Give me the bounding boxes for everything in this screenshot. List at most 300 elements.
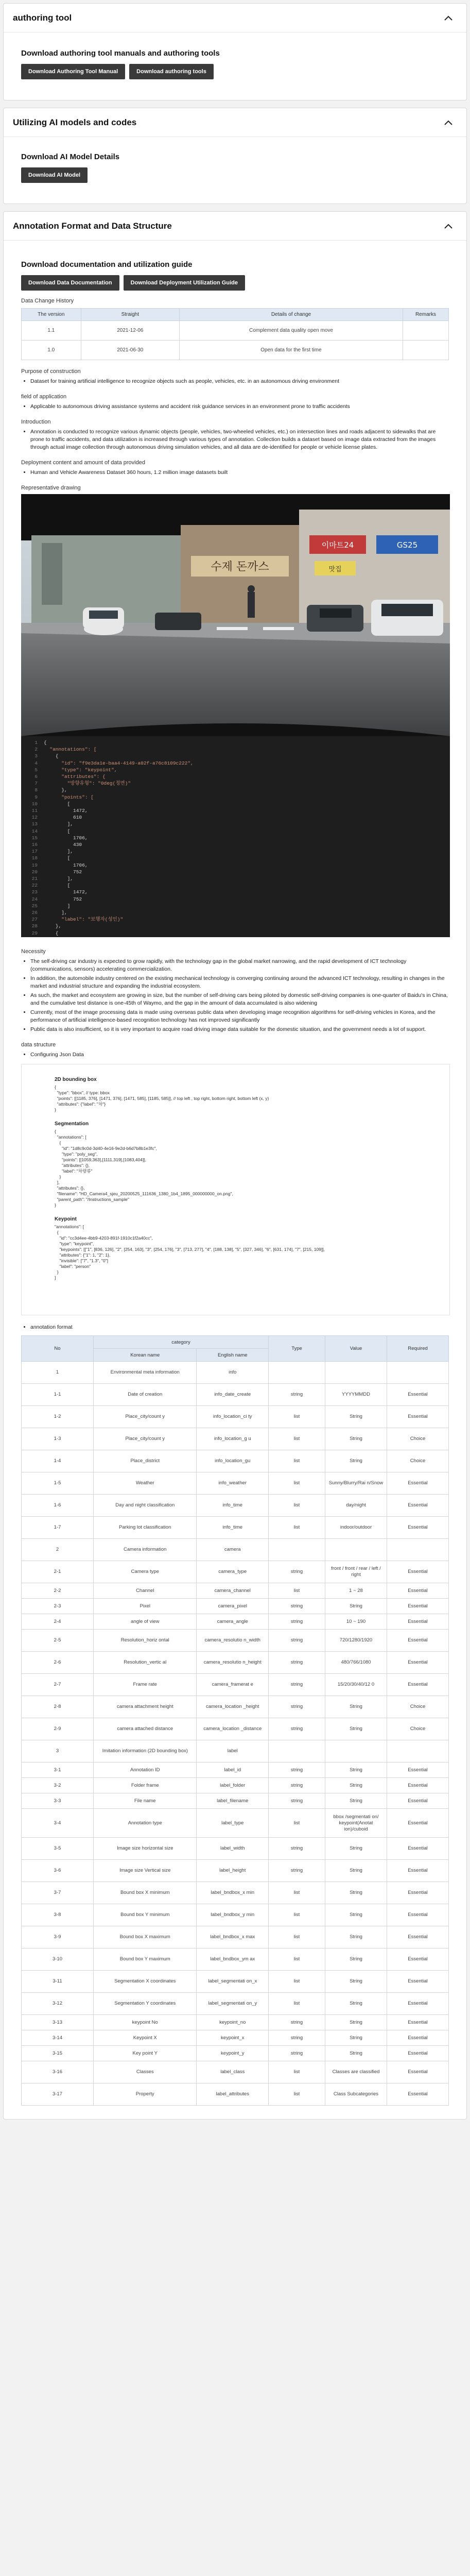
ann-cell: 1-2 [22,1406,94,1428]
code-text: 1472, [44,889,88,895]
ann-cell: label_id [197,1762,269,1778]
ann-cell: 10 ~ 190 [325,1614,387,1630]
list-item: • The self-driving car industry is expected to grow rapidly, with the technology gap in the global market narrowing, and the rapid development of ICT technology (communications, sensors) accelerating commercialization. [30,958,449,973]
download-data-documentation-button[interactable]: Download Data Documentation [21,275,119,291]
ann-cell: 3-6 [22,1860,94,1882]
table-row [22,1860,449,1882]
chevron-up-icon[interactable] [442,11,455,25]
ann-col-type: Type [269,1336,325,1362]
ann-cell: label_width [197,1838,269,1860]
ann-cell: label_folder [197,1778,269,1793]
table-row [22,1740,449,1762]
code-text: 752 [44,896,82,902]
list-item: • In addition, the automobile industry centered on the existing mechanical technology is converging continuing around the advanced ICT technology, resulting in changes in the market and industrial structure and expanding the industrial ecosystem. [30,975,449,990]
ann-cell: Essential [387,2046,449,2061]
authoring-tool-title: authoring tool [13,12,72,23]
ann-cell: Essential [387,1993,449,2015]
ann-cell: Image size horizontal size [94,1838,197,1860]
ann-cell: 3-14 [22,2030,94,2046]
line-number: 4 [34,760,38,766]
sample-line: "type": "poly_seg", [55,1151,98,1157]
sample-line: } [55,1202,56,1208]
shop-sign-text: 수제 돈까스 [211,561,269,573]
code-line [21,923,450,929]
ann-cell [269,1362,325,1384]
line-number: 27 [31,917,38,923]
ann-cell: String [325,1993,387,2015]
code-text: [ [44,855,71,861]
ann-cell: Essential [387,2030,449,2046]
sample-line: "attributes": {"1": 1, "2": 1}, [55,1252,111,1258]
sample-line: { [55,1129,56,1134]
annotation-card [3,211,467,2120]
code-line [21,916,450,923]
ann-cell: Choice [387,1718,449,1740]
ann-cell: Essential [387,1904,449,1926]
code-text: 752 [44,869,82,875]
ann-cell: list [269,1450,325,1472]
ann-cell: Essential [387,1793,449,1809]
ann-cell: Folder frame [94,1778,197,1793]
sample-line: ] [55,1275,56,1280]
ann-cell: list [269,1904,325,1926]
ann-cell [387,1362,449,1384]
history-col-remarks: Remarks [403,309,448,321]
table-row [22,1384,449,1406]
line-number: 26 [31,910,38,916]
sample-line: "attributes": {}, [55,1185,85,1191]
necessity-label: Necessity [21,948,46,955]
line-number: 6 [34,774,38,780]
ann-cell: list [269,1583,325,1599]
code-text: "annotations": [ [44,747,97,753]
ann-cell: camera attached distance [94,1718,197,1740]
code-text: "label": "보행자(성인)" [44,917,124,923]
ann-cell: 2-4 [22,1614,94,1630]
sample-line: "filename": "HD_Camera4_sjeu_20200525_111636_1380_1b4_1895_000000000_on.png", [55,1191,233,1196]
ann-cell: 2 [22,1539,94,1561]
code-text: [ [44,828,71,834]
ann-cell: 3-16 [22,2061,94,2083]
sample-line: "label": "person" [55,1264,91,1269]
sample-line: } [55,1174,61,1179]
ann-cell: string [269,1696,325,1718]
history-col-details: Details of change [180,309,403,321]
ann-cell: 2-2 [22,1583,94,1599]
download-authoring-manual-button[interactable]: Download Authoring Tool Manual [21,64,125,79]
ann-cell: Essential [387,1614,449,1630]
chevron-up-icon[interactable] [442,219,455,233]
table-row [22,1614,449,1630]
ann-col-english: English name [197,1349,269,1362]
sample-line: "points": [[1059,363],[1111,319],[1083,404]], [55,1157,147,1162]
code-text: 1472, [44,808,88,814]
line-number: 12 [31,815,38,821]
code-text: 610 [44,815,82,821]
table-row [22,1993,449,2015]
intro-label: Introduction [21,419,51,425]
ann-cell: 3-7 [22,1882,94,1904]
ann-cell: string [269,1778,325,1793]
ann-cell: angle of view [94,1614,197,1630]
ann-cell: Segmentation X coordinates [94,1971,197,1993]
ann-cell: String [325,1971,387,1993]
ann-cell: Choice [387,1428,449,1450]
ann-cell: 2-3 [22,1599,94,1614]
line-number: 24 [31,896,38,902]
line-number: 21 [31,876,38,882]
authoring-tool-header[interactable] [4,4,466,32]
code-line [21,882,450,889]
ann-cell: 3-11 [22,1971,94,1993]
ann-cell: list [269,1495,325,1517]
ann-cell: Essential [387,1971,449,1993]
ann-cell: Classes [94,2061,197,2083]
ann-cell: Channel [94,1583,197,1599]
ann-cell: list [269,1993,325,2015]
ann-cell: 3-5 [22,1838,94,1860]
table-row [22,1718,449,1740]
line-number: 10 [31,801,38,807]
ai-models-header[interactable] [4,108,466,137]
line-number: 25 [31,903,38,909]
ann-cell [325,1362,387,1384]
ann-cell: string [269,1652,325,1674]
line-number: 3 [34,753,38,759]
code-text: { [44,930,59,936]
ann-cell: 2-8 [22,1696,94,1718]
ann-cell: string [269,1762,325,1778]
ann-cell: Resolution_vertic al [94,1652,197,1674]
ann-cell: Essential [387,1561,449,1583]
ann-cell: list [269,1809,325,1838]
ann-cell: list [269,1948,325,1971]
ann-cell: list [269,1428,325,1450]
ann-cell: String [325,2030,387,2046]
table-row [22,1630,449,1652]
code-line [21,930,450,937]
ann-cell: Essential [387,1472,449,1495]
table-row [22,1971,449,1993]
ann-cell: front / front / rear / left / right [325,1561,387,1583]
ann-cell: string [269,1793,325,1809]
ann-cell: 720/1280/1920 [325,1630,387,1652]
ann-cell: String [325,1450,387,1472]
ann-cell: Essential [387,1778,449,1793]
history-cell: 2021-06-30 [81,341,179,360]
code-line [21,753,450,759]
ann-cell: 3-12 [22,1993,94,2015]
ann-cell: String [325,1793,387,1809]
ann-cell: label_bndbox_ym ax [197,1948,269,1971]
table-row [22,1904,449,1926]
ann-cell: String [325,1838,387,1860]
sample-line: "attributes": {}, [55,1163,90,1168]
list-item: • Human and Vehicle Awareness Dataset 360 hours, 1.2 million image datasets built [30,469,449,477]
ann-cell: Annotation ID [94,1762,197,1778]
ann-cell: Annotation type [94,1809,197,1838]
ann-cell: list [269,1971,325,1993]
ann-cell: 480/766/1080 [325,1652,387,1674]
history-col-version: The version [22,309,81,321]
line-number: 29 [31,930,38,936]
store-sign-text: 맛집 [328,566,342,573]
line-number: 16 [31,842,38,848]
ann-cell: Camera information [94,1539,197,1561]
ann-cell: info_date_create [197,1384,269,1406]
ann-cell: File name [94,1793,197,1809]
ann-cell: camera_location _height [197,1696,269,1718]
ann-cell: day/night [325,1495,387,1517]
ann-cell: label_attributes [197,2083,269,2106]
sample-line: "annotations": [ [55,1134,86,1140]
code-text: ], [44,821,74,827]
ann-cell: Essential [387,1948,449,1971]
ann-cell: 15/20/30/40/12 0 [325,1674,387,1696]
table-row [22,1362,449,1384]
ann-cell: Bound box Y maximum [94,1948,197,1971]
ann-cell: camera_resolutio n_width [197,1630,269,1652]
json-sample-box [21,1064,450,1315]
ann-cell: camera attachment height [94,1696,197,1718]
ann-cell: String [325,1762,387,1778]
ann-cell: Bound box X maximum [94,1926,197,1948]
table-row [22,1674,449,1696]
sample-line: } [55,1107,56,1112]
code-text: { [44,740,47,745]
ann-cell: string [269,1838,325,1860]
ann-cell: list [269,1517,325,1539]
ann-cell: Property [94,2083,197,2106]
table-row [22,1882,449,1904]
ann-cell: Essential [387,2083,449,2106]
sample-line: ], [55,1180,60,1185]
ann-cell: info_location_g u [197,1428,269,1450]
code-line [21,862,450,869]
sample-line: { [55,1084,56,1090]
ann-cell: Classes are classified [325,2061,387,2083]
ann-cell: label_bndbox_y min [197,1904,269,1926]
download-ai-model-button[interactable]: Download AI Model [21,167,88,183]
table-row [22,321,449,341]
line-number: 9 [34,794,38,800]
code-line [21,909,450,916]
sample-line: "keypoints": [["1", [836, 126], "2", [254, 163], "3", [254, 176], "3", [713, 277], "4", [188, 138], "5", [327, 346], "6", [631, 174], "7", [215, 109]], [55,1247,325,1252]
ann-cell: label_bndbox_x min [197,1882,269,1904]
ann-cell: Sunny/Blurry/Rai n/Snow [325,1472,387,1495]
store-sign-text: 이마트24 [321,540,354,550]
code-line [21,828,450,835]
deploy-label: Deployment content and amount of data provided [21,460,145,466]
ann-cell: Essential [387,1882,449,1904]
ann-cell: Pixel [94,1599,197,1614]
ann-col-required: Required [387,1336,449,1362]
code-text: ], [44,876,74,882]
ann-cell: string [269,1630,325,1652]
code-text: "points": [ [44,794,94,800]
ann-cell: Class Subcategories [325,2083,387,2106]
ann-cell: Essential [387,1926,449,1948]
ann-cell: camera_channel [197,1583,269,1599]
line-number: 17 [31,849,38,855]
ann-cell: string [269,2030,325,2046]
code-text: [ [44,883,71,889]
line-number: 20 [31,869,38,875]
ann-format-label: • annotation format [30,1324,449,1331]
ann-cell: 3-10 [22,1948,94,1971]
code-text: 430 [44,842,82,848]
line-number: 1 [34,740,38,745]
line-number: 28 [31,923,38,929]
download-deployment-guide-button[interactable]: Download Deployment Utilization Guide [124,275,245,291]
authoring-heading: Download authoring tool manuals and authoring tools [21,49,220,58]
representative-street-image [21,494,450,736]
ann-cell: Environmental meta information [94,1362,197,1384]
ann-cell: String [325,1926,387,1948]
history-col-date: Straight [81,309,179,321]
ann-cell: Essential [387,1583,449,1599]
ann-cell: info_weather [197,1472,269,1495]
ann-cell: Essential [387,1674,449,1696]
ann-cell: 3-17 [22,2083,94,2106]
ann-cell: Choice [387,1696,449,1718]
ann-cell: Essential [387,1517,449,1539]
ann-cell: Date of creation [94,1384,197,1406]
code-line [21,835,450,841]
ann-cell: Bound box Y minimum [94,1904,197,1926]
table-row [22,341,449,360]
ann-cell: 2-7 [22,1674,94,1696]
ann-cell: String [325,1860,387,1882]
table-row [22,1539,449,1561]
ann-cell: String [325,1778,387,1793]
ann-cell: list [269,1882,325,1904]
table-row [22,1926,449,1948]
ann-cell: Essential [387,2061,449,2083]
ann-cell: 1-6 [22,1495,94,1517]
code-text: "방향유형": "0deg(정면)" [44,781,131,787]
ann-cell: String [325,1948,387,1971]
ann-cell: camera_type [197,1561,269,1583]
ann-cell: label_height [197,1860,269,1882]
code-line [21,841,450,848]
history-cell: Complement data quality open move [180,321,403,341]
ann-cell: Place_city/count y [94,1428,197,1450]
annotation-header[interactable] [4,212,466,241]
ann-cell: Essential [387,1599,449,1614]
code-line [21,889,450,895]
ann-cell: keypoint_y [197,2046,269,2061]
ann-cell [325,1740,387,1762]
sample-line: "type": "keypoint", [55,1241,94,1246]
ann-cell: 1-3 [22,1428,94,1450]
ann-cell: Weather [94,1472,197,1495]
ann-cell: list [269,1406,325,1428]
code-text: [ [44,801,71,807]
ann-cell: 3-13 [22,2015,94,2030]
ann-cell: Essential [387,2015,449,2030]
table-row [22,1472,449,1495]
ann-cell: 3-15 [22,2046,94,2061]
history-cell [403,321,448,341]
ann-cell: list [269,1926,325,1948]
sample-line: "parent_path": "/Instructions_sample" [55,1197,129,1202]
annotation-title: Annotation Format and Data Structure [13,221,172,231]
ann-cell: Essential [387,1495,449,1517]
ann-cell: Parking lot classification [94,1517,197,1539]
chevron-up-icon[interactable] [442,116,455,129]
ann-cell: String [325,1718,387,1740]
history-cell: Open data for the first time [180,341,403,360]
ann-cell: string [269,2046,325,2061]
ann-cell: Essential [387,1809,449,1838]
line-number: 5 [34,767,38,773]
list-item: • Dataset for training artificial intelligence to recognize objects such as people, vehicles, etc. in an autonomous driving environment [30,378,449,385]
ann-cell [387,1740,449,1762]
code-text: ], [44,849,74,855]
ann-cell: Essential [387,1384,449,1406]
ann-cell: Bound box X minimum [94,1882,197,1904]
ann-cell: 2-9 [22,1718,94,1740]
ann-cell: string [269,1718,325,1740]
table-row [22,1599,449,1614]
ann-cell: string [269,1599,325,1614]
ann-cell: Segmentation Y coordinates [94,1993,197,2015]
table-row [22,1495,449,1517]
sample-line: "id": "1d8c9c0d-3d40-4e16-9e2d-b6d7b8b1e3fc", [55,1146,157,1151]
ann-cell [387,1539,449,1561]
line-number: 22 [31,883,38,889]
ann-cell: 3 [22,1740,94,1762]
ann-cell: 3-4 [22,1809,94,1838]
ann-cell: 1 ~ 28 [325,1583,387,1599]
ann-cell: String [325,1904,387,1926]
ann-cell [325,1539,387,1561]
table-row [22,1838,449,1860]
ann-cell: 1-7 [22,1517,94,1539]
code-line [21,801,450,807]
code-line [21,760,450,767]
ann-cell: Imitation information (2D bounding box) [94,1740,197,1762]
history-cell: 2021-12-06 [81,321,179,341]
sample-line: "invisible": ["7", "1.3", "0"] [55,1258,108,1263]
line-number: 14 [31,828,38,834]
ann-cell: label_segmentati on_y [197,1993,269,2015]
table-row [22,2046,449,2061]
table-row [22,2083,449,2106]
field-label: field of application [21,394,67,400]
ann-cell: string [269,1561,325,1583]
ann-cell: camera_resolutio n_height [197,1652,269,1674]
ann-cell: camera_location _distance [197,1718,269,1740]
code-text: ] [44,903,71,909]
ann-cell: info_time [197,1495,269,1517]
ann-cell: YYYYMMDD [325,1384,387,1406]
ann-col-korean: Korean name [94,1349,197,1362]
ann-cell: string [269,1384,325,1406]
ann-cell: label_class [197,2061,269,2083]
download-authoring-tools-button[interactable]: Download authoring tools [129,64,214,79]
table-row [22,1450,449,1472]
ann-cell: String [325,1882,387,1904]
sample-line: "label": "차량류" [55,1168,93,1174]
code-line [21,794,450,801]
code-line [21,787,450,793]
table-row [22,1696,449,1718]
table-row [22,1948,449,1971]
store-sign-text: GS25 [396,540,418,550]
code-line [21,903,450,909]
